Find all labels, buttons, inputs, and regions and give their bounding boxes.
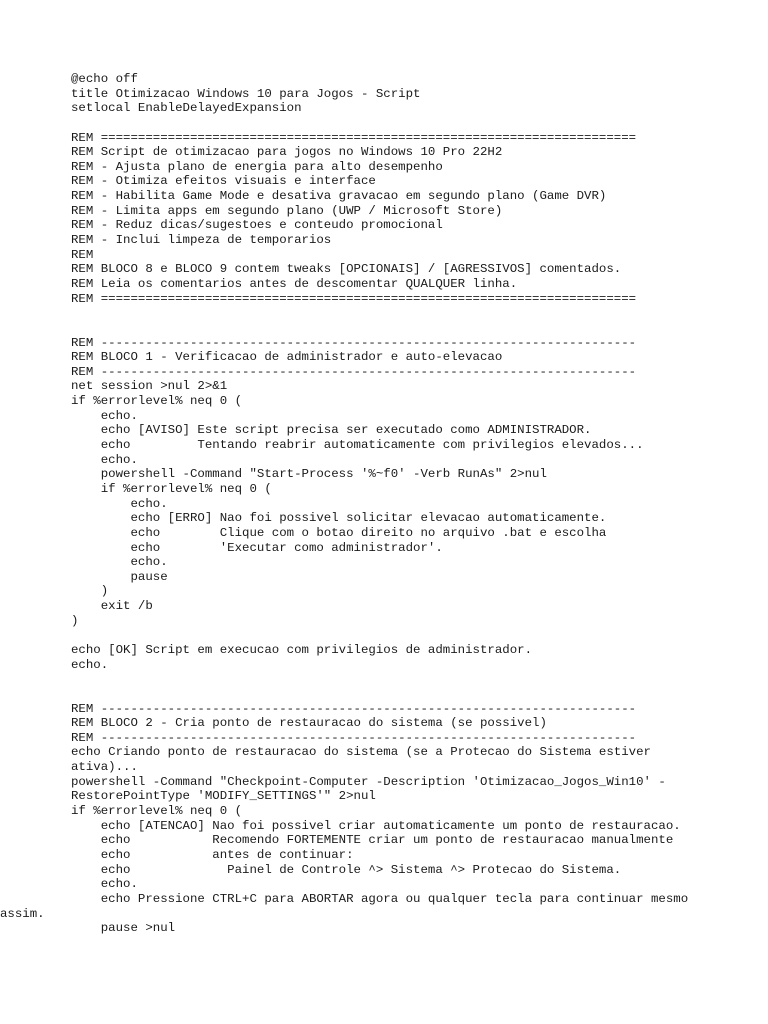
code-line: pause xyxy=(71,569,168,584)
code-line: echo 'Executar como administrador'. xyxy=(71,540,443,555)
code-line xyxy=(71,672,731,687)
code-line: echo [OK] Script em execucao com privilegios de administrador. xyxy=(71,642,533,657)
code-line xyxy=(71,116,731,131)
code-line: echo [ATENCAO] Nao foi possivel criar automaticamente um ponto de restauracao. xyxy=(71,818,681,833)
code-line: REM - Reduz dicas/sugestoes e conteudo promocional xyxy=(71,218,443,233)
code-line: pause >nul xyxy=(71,921,176,936)
code-line: powershell -Command "Checkpoint-Computer -Description 'Otimizacao_Jogos_Win10' - xyxy=(71,774,666,789)
code-line: title Otimizacao Windows 10 para Jogos - Script xyxy=(71,86,421,101)
code-line: if %errorlevel% neq 0 ( xyxy=(71,804,243,819)
code-line: ) xyxy=(71,584,109,599)
code-line: REM - Ajusta plano de energia para alto desempenho xyxy=(71,159,443,174)
code-line xyxy=(71,628,731,643)
code-line: if %errorlevel% neq 0 ( xyxy=(71,394,243,409)
code-line: echo Recomendo FORTEMENTE criar um ponto de restauracao manualmente xyxy=(71,833,674,848)
code-line: REM - Otimiza efeitos visuais e interface xyxy=(71,174,376,189)
code-line: REM - Inclui limpeza de temporarios xyxy=(71,233,332,248)
code-line: REM BLOCO 2 - Cria ponto de restauracao do sistema (se possivel) xyxy=(71,716,547,731)
code-line: net session >nul 2>&1 xyxy=(71,379,228,394)
code-line: exit /b xyxy=(71,599,153,614)
code-line: echo Tentando reabrir automaticamente com privilegios elevados... xyxy=(71,438,644,453)
code-line: REM ------------------------------------------------------------------------ xyxy=(71,730,637,745)
code-line: REM Leia os comentarios antes de descomentar QUALQUER linha. xyxy=(71,276,518,291)
code-line: setlocal EnableDelayedExpansion xyxy=(71,101,302,116)
code-line: echo antes de continuar: xyxy=(71,847,354,862)
code-line: powershell -Command "Start-Process '%~f0' -Verb RunAs" 2>nul xyxy=(71,467,547,482)
code-line: echo Criando ponto de restauracao do sistema (se a Protecao do Sistema estiver xyxy=(71,745,651,760)
code-line: echo Pressione CTRL+C para ABORTAR agora ou qualquer tecla para continuar mesmo xyxy=(71,891,689,906)
code-line: REM BLOCO 8 e BLOCO 9 contem tweaks [OPCIONAIS] / [AGRESSIVOS] comentados. xyxy=(71,262,622,277)
code-line: REM Script de otimizacao para jogos no Windows 10 Pro 22H2 xyxy=(71,145,503,160)
code-line xyxy=(71,306,731,321)
code-line: echo. xyxy=(71,877,138,892)
code-line: echo. xyxy=(71,452,138,467)
code-line xyxy=(71,321,731,336)
code-line: REM ------------------------------------------------------------------------ xyxy=(71,335,637,350)
code-line: REM - Habilita Game Mode e desativa gravacao em segundo plano (Game DVR) xyxy=(71,189,607,204)
code-line: echo Clique com o botao direito no arquivo .bat e escolha xyxy=(71,525,607,540)
code-line: ativa)... xyxy=(71,760,138,775)
code-line: echo. xyxy=(71,496,168,511)
code-line: REM xyxy=(71,247,94,262)
code-line xyxy=(71,687,731,702)
code-line: @echo off xyxy=(71,72,138,86)
code-line: echo Painel de Controle ^> Sistema ^> Protecao do Sistema. xyxy=(71,862,622,877)
code-line: echo [AVISO] Este script precisa ser executado como ADMINISTRADOR. xyxy=(71,423,592,438)
code-line: echo. xyxy=(71,408,138,423)
code-line: echo [ERRO] Nao foi possivel solicitar elevacao automaticamente. xyxy=(71,511,607,526)
code-line: if %errorlevel% neq 0 ( xyxy=(71,481,272,496)
code-line: REM BLOCO 1 - Verificacao de administrador e auto-elevacao xyxy=(71,350,503,365)
code-line: echo. xyxy=(71,555,168,570)
code-line: RestorePointType 'MODIFY_SETTINGS'" 2>nul xyxy=(71,789,376,804)
script-code-block xyxy=(0,72,731,936)
code-line: echo. xyxy=(71,657,109,672)
code-line: REM - Limita apps em segundo plano (UWP / Microsoft Store) xyxy=(71,203,503,218)
code-line: REM ------------------------------------------------------------------------ xyxy=(71,701,637,716)
code-line: REM ======================================================================== xyxy=(71,130,637,145)
code-line: REM ======================================================================== xyxy=(71,291,637,306)
code-line: REM ------------------------------------------------------------------------ xyxy=(71,364,637,379)
code-line: assim. xyxy=(0,906,45,921)
code-line: ) xyxy=(71,613,79,628)
